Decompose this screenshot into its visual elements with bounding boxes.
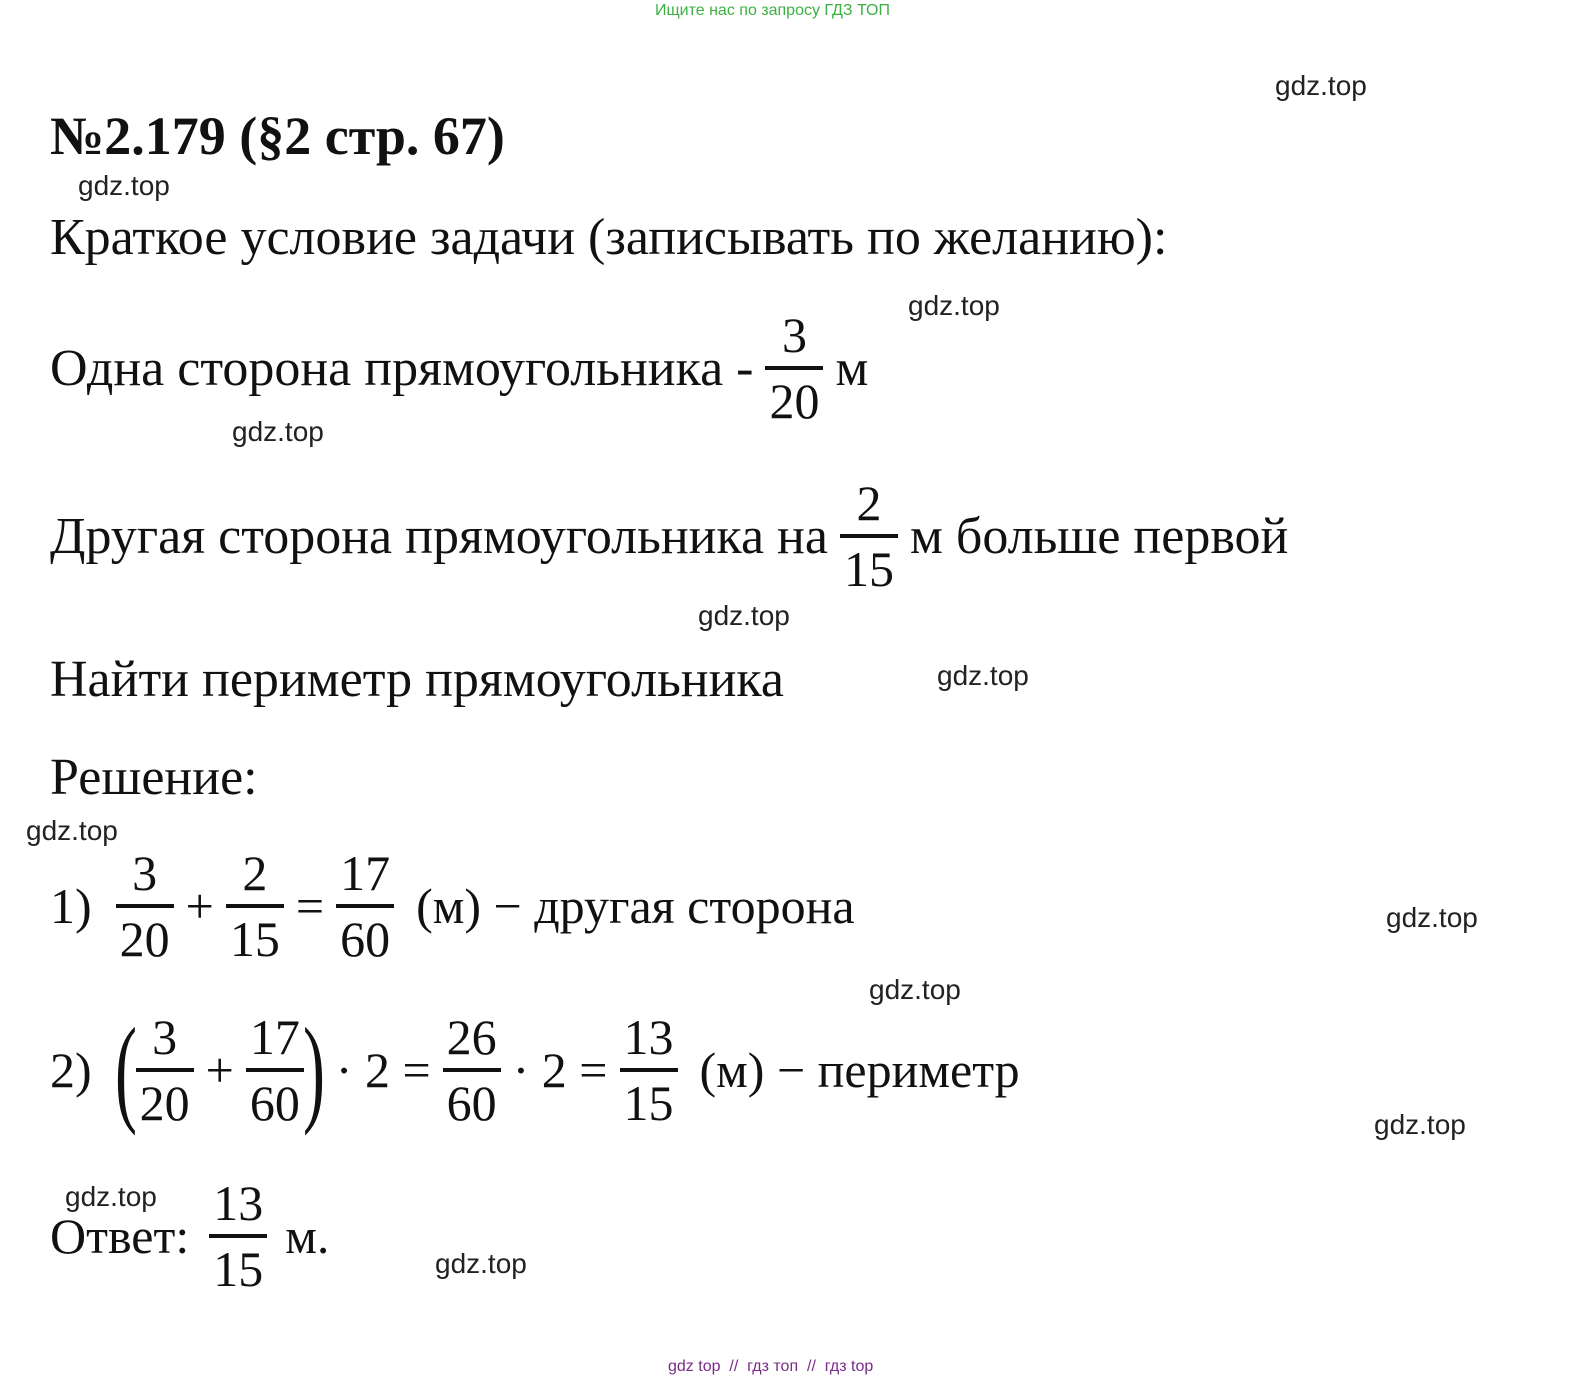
fraction (840, 475, 898, 597)
left-paren: ( (114, 1003, 137, 1136)
fraction-bar (209, 1234, 267, 1238)
denominator: 60 (446, 1075, 497, 1131)
denominator: 15 (229, 911, 280, 967)
plus-sign: + (205, 1042, 234, 1098)
fraction (765, 307, 823, 429)
fraction (209, 1175, 267, 1297)
denominator: 60 (340, 911, 391, 967)
fraction-bar (136, 1068, 194, 1072)
answer-unit: м. (285, 1208, 330, 1264)
denominator: 20 (139, 1075, 190, 1131)
denominator: 15 (213, 1241, 264, 1297)
fraction-bar (336, 904, 394, 908)
watermark: gdz.top (78, 170, 170, 201)
watermark: gdz.top (1275, 70, 1367, 101)
side2-text: Другая сторона прямоугольника на (50, 507, 828, 565)
watermark: gdz.top (1374, 1109, 1466, 1140)
answer-label: Ответ: (50, 1208, 190, 1264)
fraction-bar (246, 1068, 304, 1072)
denominator: 15 (843, 541, 894, 597)
numerator: 17 (340, 845, 391, 901)
watermark: gdz.top (232, 416, 324, 447)
denominator: 20 (769, 373, 820, 429)
watermark: gdz.top (698, 600, 790, 631)
solution-heading: Решение: (50, 749, 258, 806)
right-paren: ) (302, 1003, 325, 1136)
step-label: 2) (50, 1042, 92, 1098)
numerator: 2 (856, 475, 882, 531)
side2-unit: м больше первой (909, 507, 1289, 565)
numerator: 3 (132, 845, 158, 901)
side1-unit: м (835, 339, 869, 397)
answer-line (50, 1175, 330, 1297)
fraction (620, 1009, 678, 1131)
denominator: 15 (623, 1075, 674, 1131)
plus-sign: + (185, 878, 214, 934)
step-tail: (м) − периметр (699, 1042, 1020, 1098)
condition-side1 (50, 307, 869, 429)
numerator: 3 (781, 307, 807, 363)
fraction-bar (226, 904, 284, 908)
equals-sign: = (295, 878, 325, 934)
numerator: 3 (152, 1009, 178, 1065)
fraction (246, 1009, 304, 1131)
watermark: gdz.top (26, 815, 118, 846)
fraction (336, 845, 394, 967)
footer-links: gdz top // гдз топ // гдз top (668, 1358, 874, 1375)
numerator: 2 (242, 845, 268, 901)
watermark: gdz.top (1386, 902, 1478, 933)
fraction-bar (443, 1068, 501, 1072)
condition-find: Найти периметр прямоугольника (50, 651, 784, 708)
problem-title: №2.179 (§2 стр. 67) (50, 106, 505, 166)
solution-step2 (50, 1003, 1020, 1136)
multiply-two: · 2 = (335, 1042, 431, 1098)
fraction (136, 1009, 194, 1131)
watermark: gdz.top (869, 974, 961, 1005)
top-banner: Ищите нас по запросу ГДЗ ТОП (655, 2, 890, 19)
step-tail: (м) − другая сторона (416, 878, 855, 934)
watermark: gdz.top (908, 290, 1000, 321)
solution-step1 (50, 845, 855, 967)
numerator: 26 (446, 1009, 497, 1065)
numerator: 13 (213, 1175, 264, 1231)
condition-side2 (50, 475, 1289, 597)
side1-text: Одна сторона прямоугольника - (50, 339, 754, 397)
numerator: 13 (623, 1009, 674, 1065)
watermark: gdz.top (65, 1181, 157, 1212)
fraction-bar (840, 534, 898, 538)
condition-heading: Краткое условие задачи (записывать по желанию): (50, 209, 1168, 266)
fraction (226, 845, 284, 967)
fraction (443, 1009, 501, 1131)
multiply-two: · 2 = (512, 1042, 608, 1098)
step-label: 1) (50, 878, 92, 934)
fraction (116, 845, 174, 967)
numerator: 17 (249, 1009, 300, 1065)
fraction-bar (765, 366, 823, 370)
denominator: 60 (249, 1075, 300, 1131)
denominator: 20 (119, 911, 170, 967)
watermark: gdz.top (435, 1248, 527, 1279)
fraction-bar (620, 1068, 678, 1072)
fraction-bar (116, 904, 174, 908)
watermark: gdz.top (937, 660, 1029, 691)
